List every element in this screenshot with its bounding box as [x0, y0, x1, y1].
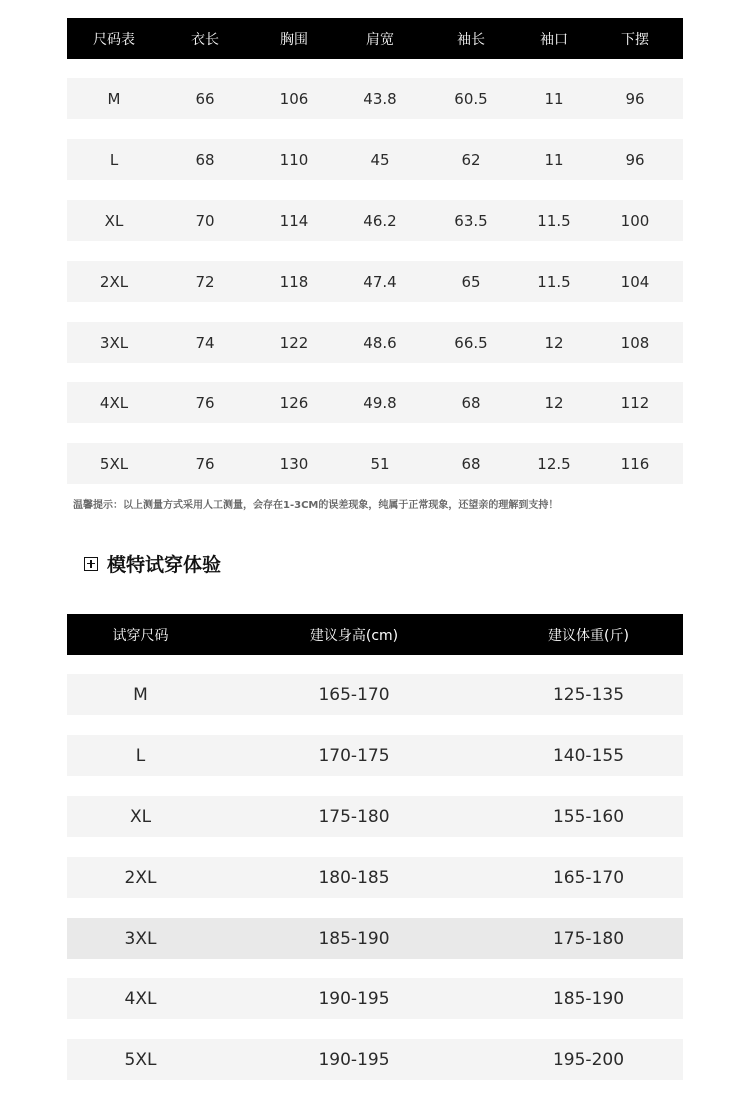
table-row	[67, 322, 683, 363]
table-row	[67, 200, 683, 241]
hem-cell: 96	[625, 150, 645, 169]
header-cell-sleeve-length: 袖长	[457, 31, 485, 48]
header-cell-cuff: 袖口	[540, 31, 568, 48]
size-chart-header	[67, 18, 683, 59]
chest-cell: 118	[279, 272, 309, 291]
shoulder-cell: 47.4	[363, 272, 397, 291]
hem-cell: 116	[620, 454, 650, 473]
size-cell: XL	[129, 806, 152, 827]
sleeve-cell: 66.5	[454, 333, 488, 352]
hem-cell: 100	[620, 211, 650, 230]
header-cell-size: 尺码表	[93, 31, 135, 48]
length-cell: 76	[195, 454, 215, 473]
shoulder-cell: 48.6	[363, 333, 397, 352]
sleeve-cell: 68	[461, 454, 481, 473]
model-fit-table	[67, 614, 683, 1080]
hem-cell: 96	[625, 89, 645, 108]
header-cell-weight: 建议体重(斤)	[548, 627, 629, 644]
table-row	[67, 1039, 683, 1080]
length-cell: 72	[195, 272, 215, 291]
table-row	[67, 78, 683, 119]
hem-cell: 112	[620, 393, 650, 412]
chest-cell: 106	[279, 89, 309, 108]
weight-cell: 165-170	[552, 867, 625, 888]
length-cell: 74	[195, 333, 215, 352]
size-cell: 5XL	[99, 454, 129, 473]
fit-table-header	[67, 614, 683, 655]
weight-cell: 185-190	[552, 988, 625, 1009]
size-cell: 2XL	[99, 272, 129, 291]
size-cell: 3XL	[99, 333, 129, 352]
table-row	[67, 978, 683, 1019]
size-cell: 5XL	[124, 1049, 157, 1070]
height-cell: 165-170	[318, 684, 390, 705]
table-row	[67, 918, 683, 959]
chest-cell: 130	[279, 454, 309, 473]
hem-cell: 104	[620, 272, 650, 291]
shoulder-cell: 46.2	[363, 211, 397, 230]
height-cell: 175-180	[318, 806, 390, 827]
weight-cell: 175-180	[552, 928, 625, 949]
table-row	[67, 261, 683, 302]
table-row	[67, 796, 683, 837]
sleeve-cell: 65	[461, 272, 481, 291]
table-row	[67, 382, 683, 423]
plus-box-icon	[84, 557, 98, 571]
header-cell-trial-size: 试穿尺码	[112, 627, 169, 644]
chest-cell: 110	[279, 150, 309, 169]
size-chart-table	[67, 18, 683, 484]
size-cell: L	[109, 150, 119, 169]
hem-cell: 108	[620, 333, 650, 352]
size-cell: L	[135, 745, 146, 766]
size-cell: XL	[104, 211, 124, 230]
table-row	[67, 857, 683, 898]
weight-cell: 125-135	[552, 684, 625, 705]
cuff-cell: 12.5	[537, 454, 571, 473]
header-cell-chest: 胸围	[280, 31, 308, 48]
sleeve-cell: 62	[461, 150, 481, 169]
table-row	[67, 139, 683, 180]
height-cell: 190-195	[318, 988, 390, 1009]
length-cell: 70	[195, 211, 215, 230]
sleeve-cell: 60.5	[454, 89, 488, 108]
section-title-text: 模特试穿体验	[107, 554, 222, 576]
shoulder-cell: 43.8	[363, 89, 397, 108]
size-cell: 4XL	[124, 988, 157, 1009]
weight-cell: 195-200	[552, 1049, 625, 1070]
cuff-cell: 11	[544, 150, 564, 169]
chest-cell: 122	[279, 333, 309, 352]
cuff-cell: 11.5	[537, 272, 571, 291]
size-cell: M	[107, 89, 121, 108]
shoulder-cell: 51	[370, 454, 390, 473]
cuff-cell: 12	[544, 333, 564, 352]
weight-cell: 140-155	[552, 745, 625, 766]
section-title	[84, 550, 221, 577]
table-row	[67, 443, 683, 484]
measurement-note: 温馨提示：以上测量方式采用人工测量，会存在1-3CM的误差现象，纯属于正常现象，还望亲的理解到支持！	[73, 500, 559, 511]
length-cell: 66	[195, 89, 215, 108]
sleeve-cell: 68	[461, 393, 481, 412]
weight-cell: 155-160	[552, 806, 625, 827]
size-cell: 3XL	[124, 928, 157, 949]
height-cell: 170-175	[318, 745, 390, 766]
cuff-cell: 11	[544, 89, 564, 108]
chest-cell: 126	[279, 393, 309, 412]
length-cell: 76	[195, 393, 215, 412]
header-cell-shoulder: 肩宽	[366, 31, 394, 48]
header-cell-hem: 下摆	[621, 31, 649, 48]
header-cell-length: 衣长	[191, 31, 219, 48]
height-cell: 180-185	[318, 867, 390, 888]
chest-cell: 114	[279, 211, 309, 230]
shoulder-cell: 49.8	[363, 393, 397, 412]
cuff-cell: 11.5	[537, 211, 571, 230]
size-cell: 4XL	[99, 393, 129, 412]
shoulder-cell: 45	[370, 150, 390, 169]
length-cell: 68	[195, 150, 215, 169]
table-row	[67, 674, 683, 715]
size-cell: M	[133, 684, 148, 705]
header-cell-height: 建议身高(cm)	[309, 627, 399, 644]
size-cell: 2XL	[124, 867, 157, 888]
table-row	[67, 735, 683, 776]
sleeve-cell: 63.5	[454, 211, 488, 230]
height-cell: 190-195	[318, 1049, 390, 1070]
cuff-cell: 12	[544, 393, 564, 412]
height-cell: 185-190	[318, 928, 390, 949]
